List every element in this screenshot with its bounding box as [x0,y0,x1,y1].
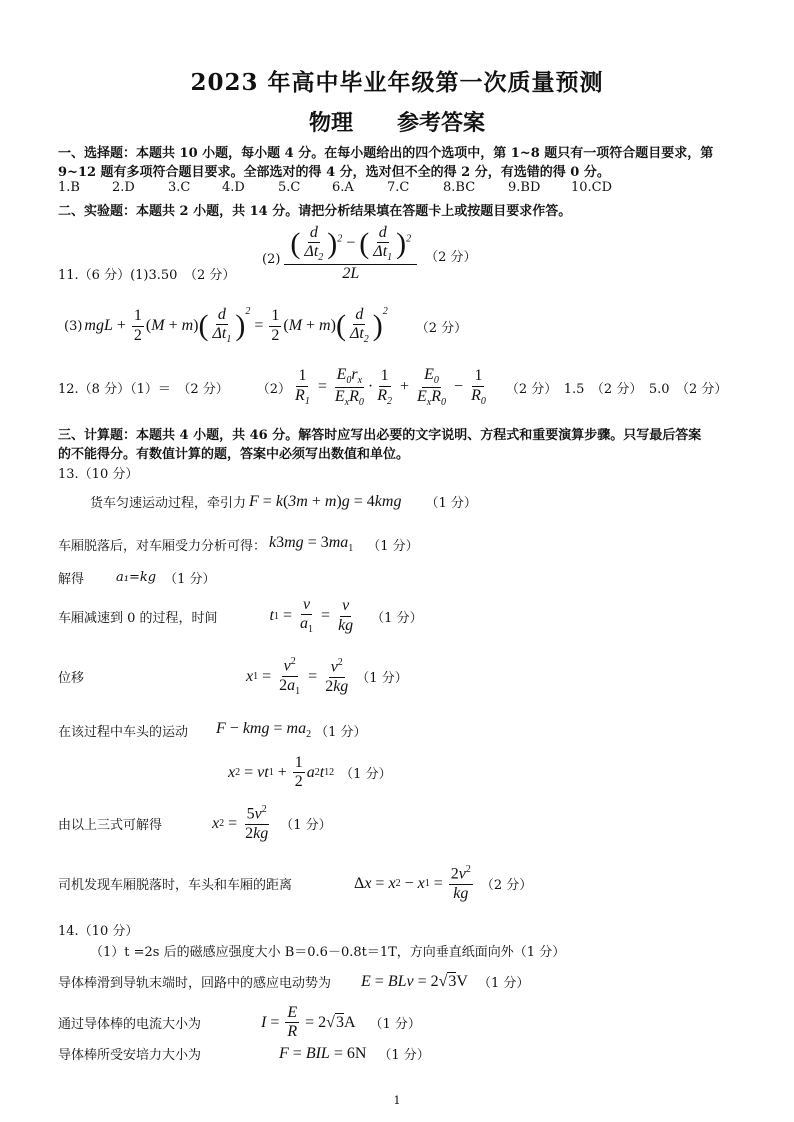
q13-step-3-score: （1 分） [164,572,216,587]
section-1-line-1: 一、选择题：本题共 10 小题，每小题 4 分。在每小题给出的四个选项中，第 1~8 题只有一项符合题目要求，第 [58,146,714,161]
q11-part2 [262,224,477,283]
q13-step-6-eq: F − kmg = $ma_2$ [216,720,312,741]
q13-label: 13.（10 分） [58,467,139,482]
q13-step-7 [228,754,392,792]
q12 [58,366,727,408]
q11-part2-score: （2 分） [425,250,477,266]
q13-step-2-eq: $k3mg = 3ma_1$ [269,534,354,555]
q13-step-6-text: 在该过程中车头的运动 [58,724,189,740]
q13-step-5-text: 位移 [58,671,85,687]
q11-part3-formula: mgL + $\frac{1}{2}$ ( M + m ) ( $\frac{d}{\Delta t_1}$ ) $^2$ = $\frac{1}{2}$ ( M + m ) ( $\frac{d}{\Delta t_2}$ ) $^2$ [84,306,388,346]
q14-step-4-score: （1 分） [378,1048,430,1063]
q13-step-5-eq: x 1 = $\frac{v^2}{2a_1}$ = $\frac{v^2}{2kg}$ [246,656,349,697]
q13-step-3 [58,568,215,587]
q11-part3-score: （2 分） [415,320,468,336]
q11-label: 11.（6 分）(1)3.50 （2 分） [58,268,236,283]
q13-step-7-eq: x 2 = vt 1 + $\frac{1}{2}$ a 2 t 1 2 [228,754,335,791]
q13-step-4 [58,596,423,636]
answer-9: 9.BD [508,180,541,195]
q13-step-2 [58,534,419,554]
q13-step-4-text: 车厢减速到 0 的过程，时间 [58,610,218,626]
q13-step-1 [90,492,477,511]
q13-step-6-score: （1 分） [315,724,367,740]
section-2-header: 二、实验题：本题共 2 小题，共 14 分。请把分析结果填在答题卡上或按题目要求作答。 [58,204,572,219]
answer-3: 3.C [168,180,191,195]
q12-tail: （2 分） 1.5 （2 分） 5.0 （2 分） [505,381,728,397]
answer-2: 2.D [112,180,135,195]
q14-step-4-eq: F = BIL = 6N [279,1044,367,1062]
q13-step-1-score: （1 分） [425,496,477,511]
q13-step-2-score: （1 分） [367,538,419,554]
q13-step-9-score: （2 分） [480,878,533,894]
q13-step-3-text: 解得 [58,572,85,587]
q12-part2-label: （2） [256,381,292,397]
q13-step-4-eq: t 1 = $\frac{v}{a_1}$ = $\frac{v}{kg}$ [269,596,354,636]
answer-7: 7.C [387,180,410,195]
q13-step-1-eq: F = k(3m + m)g = 4kmg [249,492,402,510]
section-3-line-1: 三、计算题：本题共 4 小题，共 46 分。解答时应写出必要的文字说明、方程式和重要演算步骤。只写最后答案 [58,428,702,443]
page-subtitle: 物理 参考答案 [308,110,485,136]
q14-step-4-text: 导体棒所受安培力大小为 [58,1048,202,1063]
q13-step-2-text: 车厢脱落后，对车厢受力分析可得： [58,538,267,554]
q14-step-1: （1）t =2s 后的磁感应强度大小 B＝0.6－0.8t＝1T，方向垂直纸面向外（1 分） [90,945,566,960]
answer-10: 10.CD [571,180,613,195]
answer-1: 1.B [58,180,80,195]
q14-step-2-text: 导体棒滑到导轨末端时，回路中的感应电动势为 [58,976,332,991]
q14-step-2 [58,972,529,991]
q13-step-5-score: （1 分） [356,671,408,687]
q13-step-5 [58,656,408,697]
page-title: 2023 年高中毕业年级第一次质量预测 [190,69,604,96]
q14-step-2-score: （1 分） [477,976,530,991]
answer-8: 8.BC [443,180,476,195]
answer-6: 6.A [332,180,354,195]
q14-step-3-eq: I = $\frac{E}{R}$ = 2√3A [261,1004,356,1041]
q14-step-3-text: 通过导体棒的电流大小为 [58,1017,202,1033]
q14-label: 14.（10 分） [58,924,139,939]
q13-step-3-eq: a₁=kg [116,570,157,585]
q13-step-9 [58,864,532,903]
q13-step-8-text: 由以上三式可解得 [58,818,163,834]
q14-step-3-score: （1 分） [369,1017,421,1033]
q11-part3-label: (3) [64,318,83,334]
section-3-line-2: 的不能得分。有数值计算的题，答案中必须写出数值和单位。 [58,447,410,462]
section-1-line-2: 9~12 题有多项符合题目要求。全部选对的得 4 分，选对但不全的得 2 分，有选错的得 0 分。 [58,165,610,180]
q13-step-7-score: （1 分） [340,767,392,783]
answer-5: 5.C [278,180,301,195]
q14-step-2-eq: E = BLv = 2√3V [361,972,468,990]
answer-4: 4.D [222,180,245,195]
q14-step-3 [58,1004,421,1042]
q12-label: 12.（8 分）（1）＝ （2 分） [58,381,229,397]
q11-part3 [64,306,467,346]
q13-step-9-eq: Δ x = x 2 − x 1 = $\frac{2v^2}{kg}$ [354,864,471,902]
q13-step-1-text: 货车匀速运动过程，牵引力 [90,496,247,511]
q11-part2-label: (2) [262,252,281,268]
q14-step-4 [58,1044,430,1063]
q13-step-8-score: （1 分） [280,818,332,834]
q13-step-8 [58,804,332,843]
q13-step-6 [58,720,366,740]
q13-step-4-score: （1 分） [371,610,423,626]
q13-step-9-text: 司机发现车厢脱落时，车头和车厢的距离 [58,878,293,894]
q13-step-8-eq: x 2 = $\frac{5v^2}{2kg}$ [212,804,269,842]
q11-part2-formula: ( $\frac{d}{\Delta t_2}$ )$^2$ − ( $\frac{d}{\Delta t_1}$ )$^2$ 2L [284,224,417,283]
page-number: 1 [393,1094,401,1107]
q12-formula: $\frac{1}{R_1}$ = $\frac{E_0r_x}{E_xR_0}$ · $\frac{1}{R_2}$ + $\frac{E_0}{E_xR_0}$ − $\frac{1}{R_0}$ [295,366,486,408]
